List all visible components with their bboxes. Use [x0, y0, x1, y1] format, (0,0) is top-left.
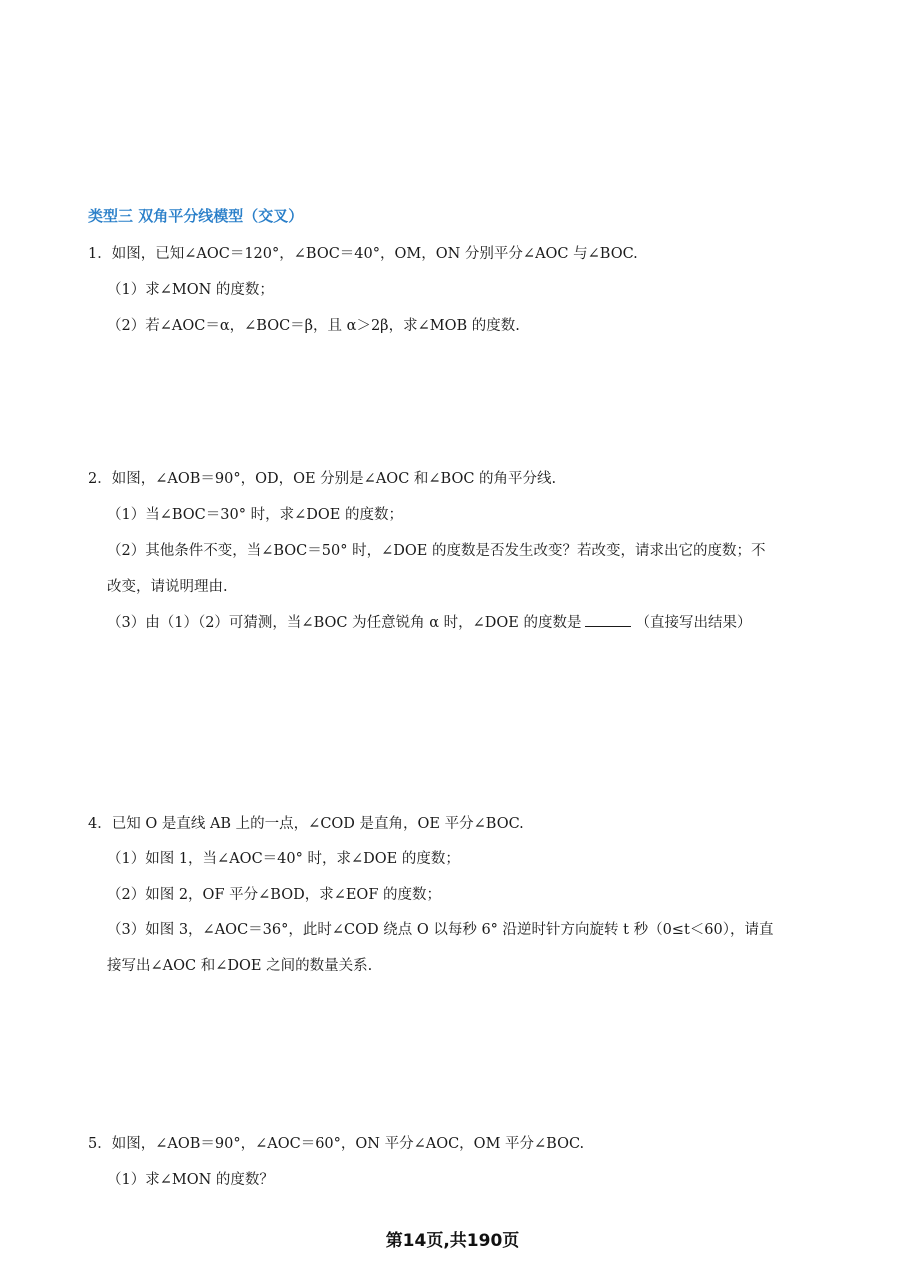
question-4-part-1: （1）如图 1，当∠AOC＝40° 时，求∠DOE 的度数； [107, 851, 460, 867]
question-2-part-3-text: （3）由（1）（2）可猜测，当∠BOC 为任意锐角 α 时，∠DOE 的度数是 [107, 615, 582, 631]
question-4-part-2: （2）如图 2，OF 平分∠BOD，求∠EOF 的度数； [107, 887, 441, 903]
question-4-part-3-line-2: 接写出∠AOC 和∠DOE 之间的数量关系. [107, 958, 373, 974]
section-title: 类型三 双角平分线模型（交叉） [88, 207, 304, 225]
question-2-stem: 2．如图，∠AOB＝90°，OD，OE 分别是∠AOC 和∠BOC 的角平分线. [88, 471, 557, 487]
question-5-stem: 5．如图，∠AOB＝90°，∠AOC＝60°，ON 平分∠AOC，OM 平分∠BOC. [88, 1136, 585, 1152]
question-2-part-3-suffix: （直接写出结果） [635, 615, 752, 631]
question-1-part-1: （1）求∠MON 的度数； [107, 282, 274, 298]
question-2-part-2-line-1: （2）其他条件不变，当∠BOC＝50° 时，∠DOE 的度数是否发生改变？若改变，请求出它的度数；不 [107, 543, 766, 559]
question-2-part-1: （1）当∠BOC＝30° 时，求∠DOE 的度数； [107, 507, 403, 523]
question-4-stem: 4．已知 O 是直线 AB 上的一点，∠COD 是直角，OE 平分∠BOC. [88, 816, 524, 832]
answer-blank[interactable] [585, 612, 631, 627]
question-2-part-2-line-2: 改变，请说明理由. [107, 579, 228, 595]
question-1-stem: 1．如图，已知∠AOC＝120°，∠BOC＝40°，OM，ON 分别平分∠AOC 与∠BOC. [88, 246, 638, 262]
question-5-part-1: （1）求∠MON 的度数？ [107, 1172, 274, 1188]
page-number-footer: 第14页,共190页 [385, 1231, 520, 1251]
question-4-part-3-line-1: （3）如图 3，∠AOC＝36°，此时∠COD 绕点 O 以每秒 6° 沿逆时针方向旋转 t 秒（0≤t＜60），请直 [107, 922, 774, 938]
question-1-part-2: （2）若∠AOC＝α，∠BOC＝β，且 α＞2β，求∠MOB 的度数. [107, 318, 520, 334]
question-2-part-3 [107, 612, 751, 633]
